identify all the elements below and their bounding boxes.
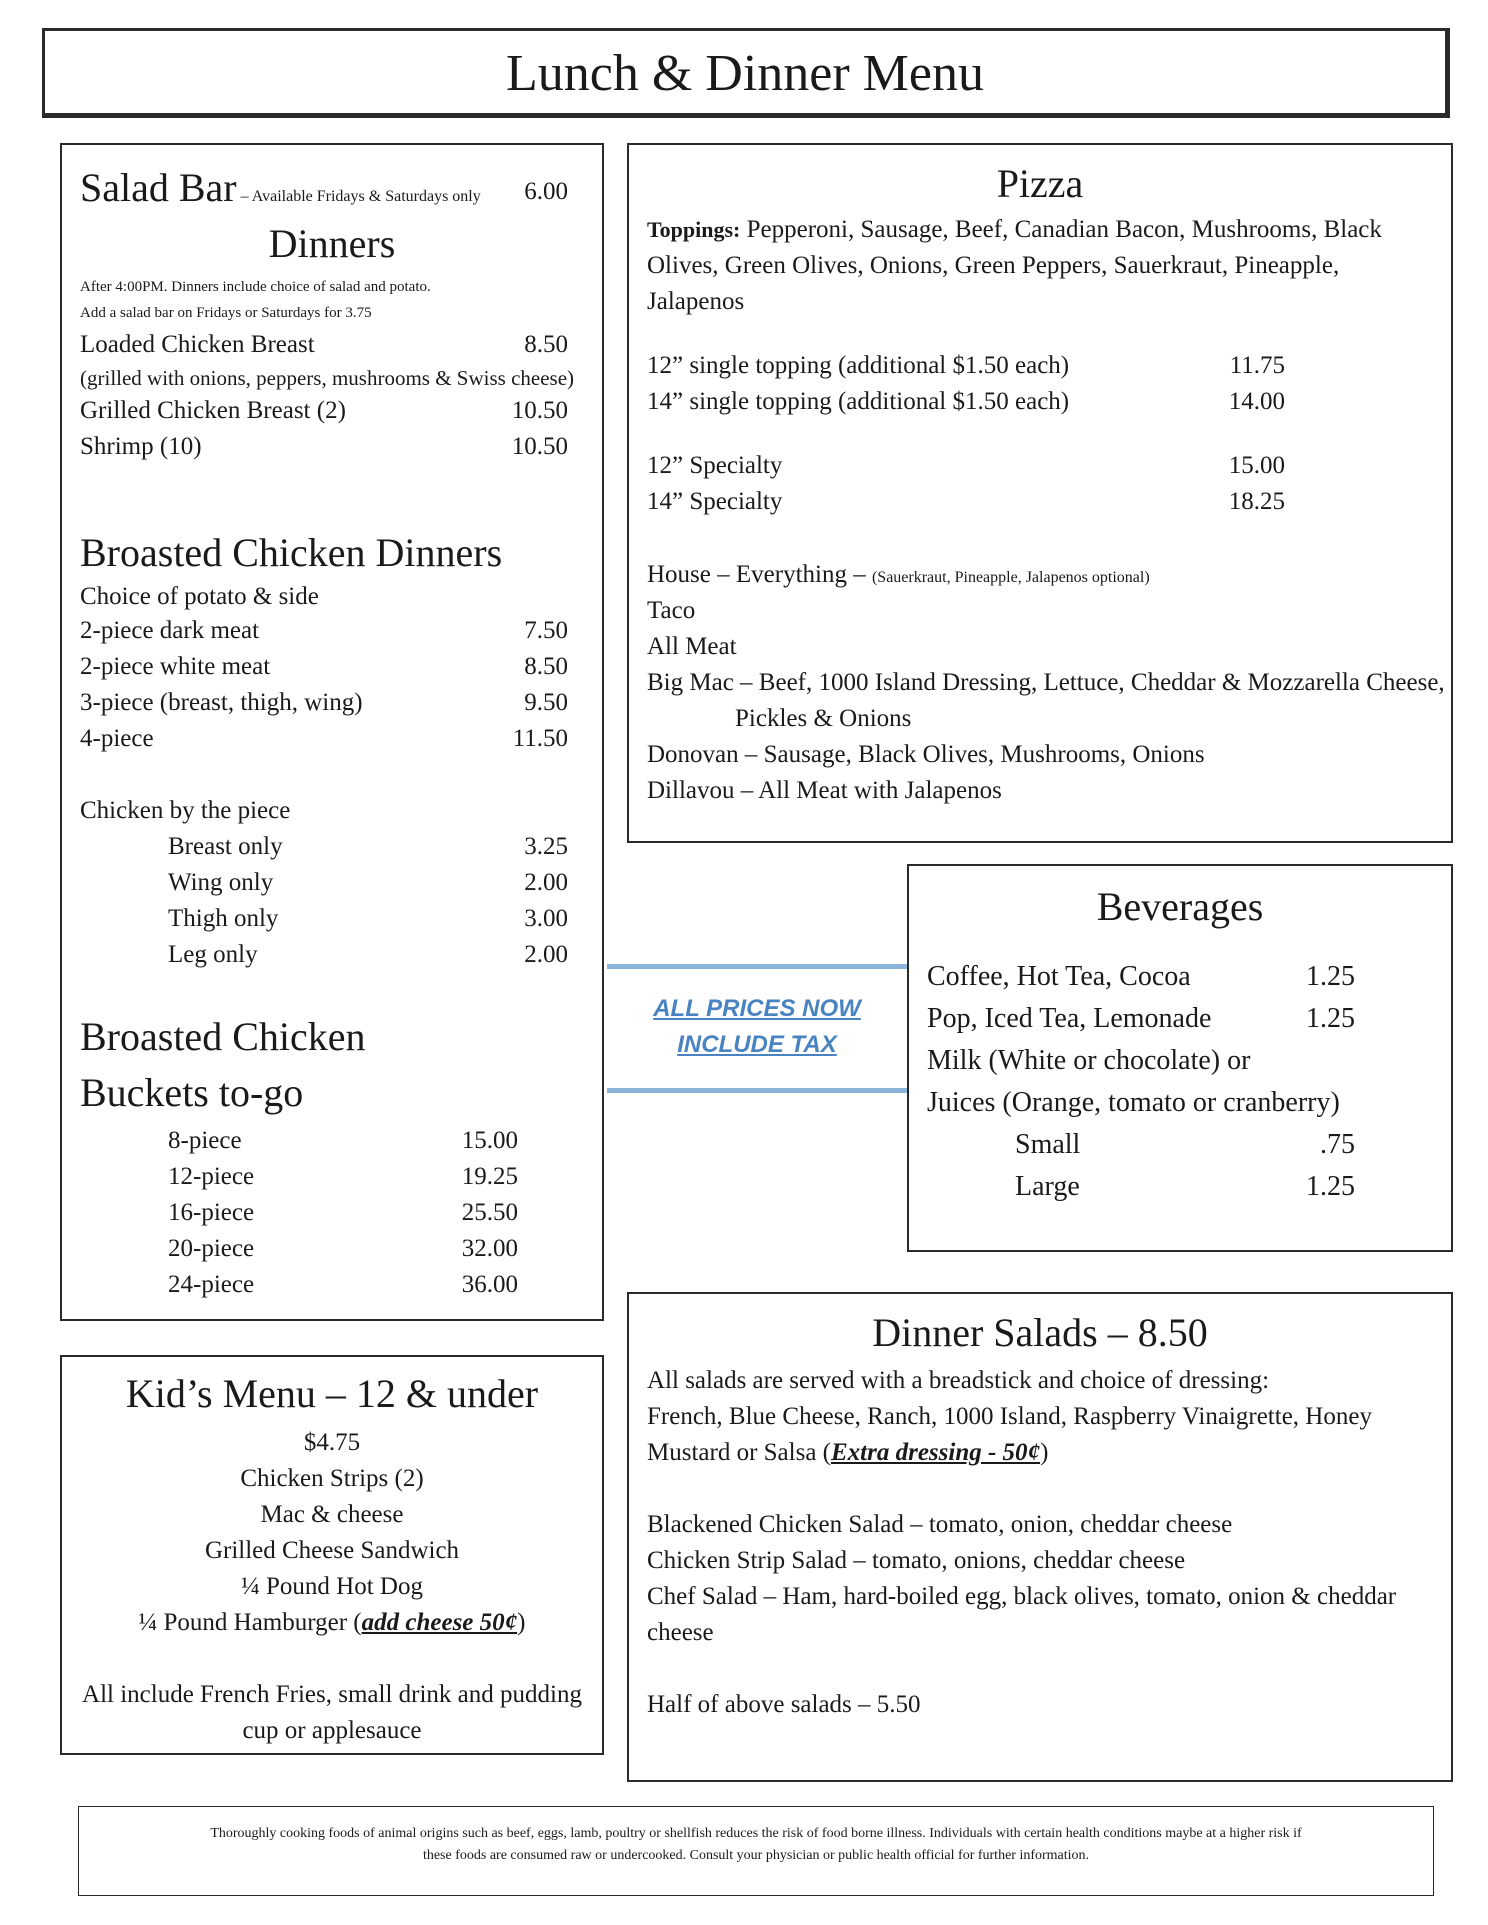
- pizza-house: [647, 560, 1150, 593]
- dinners-title: Dinners: [268, 221, 396, 266]
- dinner-salads-section: [627, 1292, 1453, 1782]
- page-title: Lunch & Dinner Menu: [505, 45, 984, 102]
- notice-rule-top: [607, 964, 907, 969]
- kids-menu-item: Mac & cheese: [260, 1501, 404, 1528]
- beverages-section: [907, 864, 1453, 1252]
- broasted-price: 9.50: [524, 689, 568, 716]
- pizza-specialty-cont: Pickles & Onions: [735, 705, 912, 732]
- beverage-size-price: .75: [1320, 1129, 1355, 1160]
- beverage-size: Small: [1015, 1129, 1081, 1160]
- pizza-house-note: (Sauerkraut, Pineapple, Jalapenos optional): [871, 569, 1150, 586]
- salad-item: Chicken Strip Salad – tomato, onions, cheddar cheese: [647, 1547, 1186, 1574]
- dinner-item: Loaded Chicken Breast: [80, 331, 315, 358]
- half-salads: Half of above salads – 5.50: [647, 1691, 921, 1718]
- notice-rule-bottom: [607, 1088, 907, 1093]
- extra-dressing-note: Extra dressing - 50¢: [831, 1439, 1041, 1466]
- by-piece-item: Leg only: [168, 941, 258, 968]
- bucket-item: 8-piece: [168, 1127, 242, 1154]
- pizza-toppings-line-1: [647, 215, 1382, 245]
- kids-menu-item-hamburger: [62, 1608, 602, 1638]
- dinner-item: Shrimp (10): [80, 433, 202, 460]
- hamburger-label: ¼ Pound Hamburger (: [138, 1609, 362, 1636]
- bucket-price: 25.50: [461, 1199, 518, 1226]
- dinner-price: 10.50: [511, 433, 568, 460]
- pizza-specialty: Big Mac – Beef, 1000 Island Dressing, Lettuce, Cheddar & Mozzarella Cheese,: [647, 669, 1445, 696]
- dinner-salads-intro-3: [647, 1438, 1048, 1468]
- pizza-specialty: All Meat: [647, 633, 737, 660]
- broasted-item: 2-piece dark meat: [80, 617, 260, 644]
- by-piece-price: 3.00: [524, 905, 568, 932]
- beverage-price: 1.25: [1306, 961, 1355, 992]
- kids-menu-price: $4.75: [303, 1429, 361, 1456]
- dressing-options-end: Mustard or Salsa (: [647, 1439, 831, 1466]
- beverages-title: Beverages: [1096, 884, 1264, 929]
- beverage-milk-line-2: Juices (Orange, tomato or cranberry): [927, 1087, 1340, 1118]
- beverage-price: 1.25: [1306, 1003, 1355, 1034]
- by-piece-item: Breast only: [168, 833, 283, 860]
- buckets-title-1: Broasted Chicken: [80, 1014, 366, 1059]
- add-cheese-note: add cheese 50¢: [361, 1609, 518, 1636]
- dinners-note-1: After 4:00PM. Dinners include choice of salad and potato.: [80, 279, 431, 295]
- dinner-item: Grilled Chicken Breast (2): [80, 397, 346, 424]
- salad-item: Blackened Chicken Salad – tomato, onion, cheddar cheese: [647, 1511, 1233, 1538]
- beverage-item: Coffee, Hot Tea, Cocoa: [927, 961, 1191, 992]
- pizza-specialty: Donovan – Sausage, Black Olives, Mushrooms, Onions: [647, 741, 1205, 768]
- salad-item: Chef Salad – Ham, hard-boiled egg, black olives, tomato, onion & cheddar: [647, 1583, 1397, 1610]
- bucket-price: 15.00: [461, 1127, 518, 1154]
- dinners-note-2: Add a salad bar on Fridays or Saturdays for 3.75: [80, 305, 372, 321]
- pizza-size-price: 18.25: [1228, 488, 1285, 515]
- toppings-list-1: Pepperoni, Sausage, Beef, Canadian Bacon, Mushrooms, Black: [740, 216, 1382, 243]
- pizza-size: 12” Specialty: [647, 452, 783, 479]
- footer-box: [78, 1806, 1434, 1896]
- bucket-item: 24-piece: [168, 1271, 255, 1298]
- bucket-price: 19.25: [461, 1163, 518, 1190]
- bucket-item: 16-piece: [168, 1199, 255, 1226]
- by-piece-price: 2.00: [524, 869, 568, 896]
- pizza-section: [627, 143, 1453, 843]
- pizza-specialty: Taco: [647, 597, 696, 624]
- bucket-price: 36.00: [461, 1271, 518, 1298]
- by-piece-title: Chicken by the piece: [80, 797, 291, 824]
- salad-bar-dash: –: [236, 188, 252, 205]
- kids-menu-section: [60, 1355, 604, 1755]
- salad-bar-price: 6.00: [524, 178, 568, 205]
- tax-notice-line-2: INCLUDE TAX: [677, 1031, 837, 1058]
- beverage-size-price: 1.25: [1306, 1171, 1355, 1202]
- kids-menu-item: Chicken Strips (2): [240, 1465, 424, 1492]
- dinner-item-note: (grilled with onions, peppers, mushrooms & Swiss cheese): [80, 366, 575, 390]
- kids-menu-note-1: All include French Fries, small drink and pudding: [82, 1681, 582, 1708]
- toppings-label: Toppings:: [647, 217, 741, 242]
- pizza-toppings-line-2: Olives, Green Olives, Onions, Green Peppers, Sauerkraut, Pineapple,: [647, 252, 1340, 279]
- hamburger-close: ): [517, 1609, 526, 1636]
- kids-menu-item: Grilled Cheese Sandwich: [204, 1537, 460, 1564]
- dinner-price: 10.50: [511, 397, 568, 424]
- dressing-close: ): [1040, 1439, 1049, 1466]
- pizza-title: Pizza: [996, 161, 1084, 206]
- bucket-price: 32.00: [461, 1235, 518, 1262]
- broasted-price: 8.50: [524, 653, 568, 680]
- dinner-salads-title: Dinner Salads – 8.50: [872, 1310, 1208, 1355]
- broasted-price: 7.50: [524, 617, 568, 644]
- bucket-item: 20-piece: [168, 1235, 255, 1262]
- salad-item-cont: cheese: [647, 1619, 714, 1646]
- by-piece-price: 3.25: [524, 833, 568, 860]
- salad-bar-note: Available Fridays & Saturdays only: [251, 188, 481, 205]
- by-piece-item: Thigh only: [168, 905, 279, 932]
- footer-line-1: Thoroughly cooking foods of animal origins such as beef, eggs, lamb, poultry or shellfish reduces the risk of food borne illness. Individuals with certain health conditions maybe at a higher risk if: [210, 1826, 1302, 1841]
- dinner-salads-intro-2: French, Blue Cheese, Ranch, 1000 Island, Raspberry Vinaigrette, Honey: [647, 1403, 1372, 1430]
- broasted-item: 3-piece (breast, thigh, wing): [80, 689, 363, 716]
- broasted-item: 2-piece white meat: [80, 653, 271, 680]
- bucket-item: 12-piece: [168, 1163, 255, 1190]
- beverage-size: Large: [1015, 1171, 1080, 1202]
- kids-menu-note-2: cup or applesauce: [242, 1717, 422, 1744]
- footer-line-2: these foods are consumed raw or undercooked. Consult your physician or public health official for further information.: [422, 1848, 1090, 1863]
- broasted-dinners-subtitle: Choice of potato & side: [80, 583, 319, 610]
- pizza-size-price: 15.00: [1228, 452, 1285, 479]
- dinner-price: 8.50: [524, 331, 568, 358]
- pizza-size: 14” single topping (additional $1.50 each): [647, 388, 1070, 415]
- pizza-toppings-line-3: Jalapenos: [647, 288, 745, 315]
- broasted-item: 4-piece: [80, 725, 154, 752]
- by-piece-price: 2.00: [524, 941, 568, 968]
- dinner-salads-intro-1: All salads are served with a breadstick and choice of dressing:: [647, 1367, 1270, 1394]
- pizza-specialty: Dillavou – All Meat with Jalapenos: [647, 777, 1002, 804]
- kids-menu-title: Kid’s Menu – 12 & under: [125, 1371, 539, 1416]
- pizza-size-price: 11.75: [1229, 352, 1285, 379]
- kids-menu-item: ¼ Pound Hot Dog: [241, 1573, 423, 1600]
- header-box: [42, 28, 1450, 118]
- broasted-dinners-title: Broasted Chicken Dinners: [80, 530, 503, 575]
- beverage-item: Pop, Iced Tea, Lemonade: [927, 1003, 1212, 1034]
- pizza-size-price: 14.00: [1228, 388, 1285, 415]
- dinners-section: [60, 143, 604, 1321]
- salad-bar-line: [80, 165, 481, 220]
- pizza-size: 12” single topping (additional $1.50 each): [647, 352, 1070, 379]
- pizza-house-label: House – Everything –: [647, 561, 872, 588]
- salad-bar-title: Salad Bar: [80, 165, 237, 210]
- by-piece-item: Wing only: [168, 869, 274, 896]
- beverage-milk-line-1: Milk (White or chocolate) or: [927, 1045, 1251, 1076]
- tax-notice-line-1: ALL PRICES NOW: [653, 995, 861, 1022]
- broasted-price: 11.50: [512, 725, 568, 752]
- pizza-size: 14” Specialty: [647, 488, 783, 515]
- buckets-title-2: Buckets to-go: [80, 1070, 304, 1115]
